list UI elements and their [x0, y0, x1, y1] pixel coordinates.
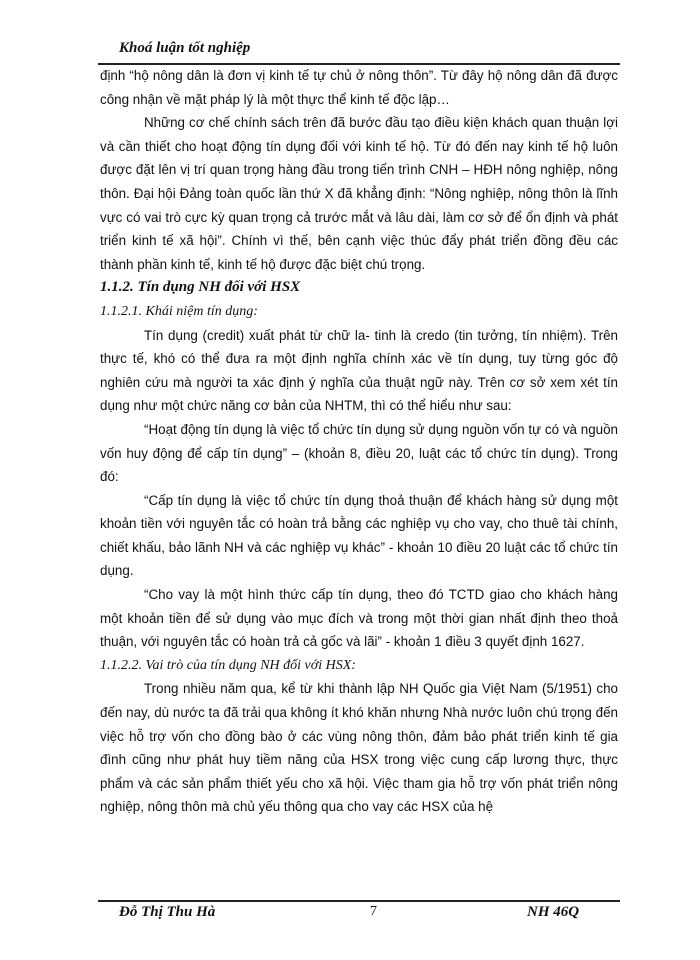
section-heading: 1.1.2. Tín dụng NH đối với HSX — [100, 279, 301, 296]
quote-paragraph: “Cho vay là một hình thức cấp tín dụng, theo đó TCTD giao cho khách hàng một khoản tiền để sử dụng vào mục đích và trong một thời gian nhất định theo thoả thuận, với nguyên tắc có hoàn trả cả gốc và lãi” - khoản 1 điều 3 quyết định 1627. — [100, 587, 618, 650]
quote-paragraph: “Hoạt động tín dụng là việc tổ chức tín dụng sử dụng nguồn vốn tự có và nguồn vốn huy động để cấp tín dụng” – (khoản 8, điều 20, luật các tổ chức tín dụng). Trong đó: — [100, 421, 618, 485]
subsection-heading: 1.1.2.2. Vai trò của tín dụng NH đối với HSX: — [100, 657, 356, 673]
footer-author: Đỗ Thị Thu Hà — [119, 904, 216, 920]
page-number: 7 — [370, 904, 377, 919]
paragraph: Trong nhiều năm qua, kể từ khi thành lập NH Quốc gia Việt Nam (5/1951) cho đến nay, dù nước ta đã trải qua không ít khó khăn nhưng Nhà nước luôn chú trọng đến việc hỗ trợ vốn cho đồng bào ở các vùng nông thôn, đảm bảo phát triển kinh tế gia đình cũng như phát huy tiềm năng của HSX trong việc cung cấp lương thực, thực phẩm và các sản phẩm thiết yếu cho xã hội. Việc tham gia hỗ trợ vốn phát triển nông nghiệp, nông thôn mà chủ yếu thông qua cho vay các HSX của hệ — [100, 681, 618, 815]
subsection-heading: 1.1.2.1. Khái niệm tín dụng: — [100, 303, 258, 319]
paragraph-continuation: định “hộ nông dân là đơn vị kinh tế tự chủ ở nông thôn”. Từ đây hộ nông dân đã được công nhận về mặt pháp lý là một thực thể kinh tế độc lập… — [100, 68, 618, 107]
paragraph: Những cơ chế chính sách trên đã bước đầu tạo điều kiện khách quan thuận lợi và cần thiết cho hoạt động tín dụng đối với kinh tế hộ. Từ đó đến nay kinh tế hộ luôn được đặt lên vị trí quan trọng hàng đầu trong tiến trình CNH – HĐH nông nghiệp, nông thôn. Đại hội Đảng toàn quốc lần thứ X đã khẳng định: “Nông nghiệp, nông thôn là lĩnh vực có vai trò cực kỳ quan trọng cả trước mắt và lâu dài, làm cơ sở để ổn định và phát triển kinh tế xã hội”. Chính vì thế, bên cạnh việc thúc đẩy phát triển đồng đều các thành phần kinh tế, kinh tế hộ được đặc biệt chú trọng. — [100, 115, 618, 272]
running-header: Khoá luận tốt nghiệp — [119, 40, 251, 56]
footer-class-code: NH 46Q — [527, 904, 580, 920]
body-text — [100, 64, 618, 819]
footer-rule — [98, 900, 620, 902]
quote-paragraph: “Cấp tín dụng là việc tổ chức tín dụng thoả thuận để khách hàng sử dụng một khoản tiền với nguyên tắc có hoàn trả bằng các nghiệp vụ cho vay, cho thuê tài chính, chiết khấu, bảo lãnh NH và các nghiệp vụ khác” - khoản 10 điều 20 luật các tổ chức tín dụng. — [100, 492, 618, 579]
paragraph: Tín dụng (credit) xuất phát từ chữ la- tinh là credo (tin tưởng, tín nhiệm). Trên thực tế, khó có thể đưa ra một định nghĩa chính xác về tín dụng, tuy từng góc độ nghiên cứu mà người ta xác định ý nghĩa của thuật ngữ này. Trên cơ sở xem xét tín dụng như một chức năng cơ bản của NHTM, thì có thể hiểu như sau: — [100, 327, 618, 414]
